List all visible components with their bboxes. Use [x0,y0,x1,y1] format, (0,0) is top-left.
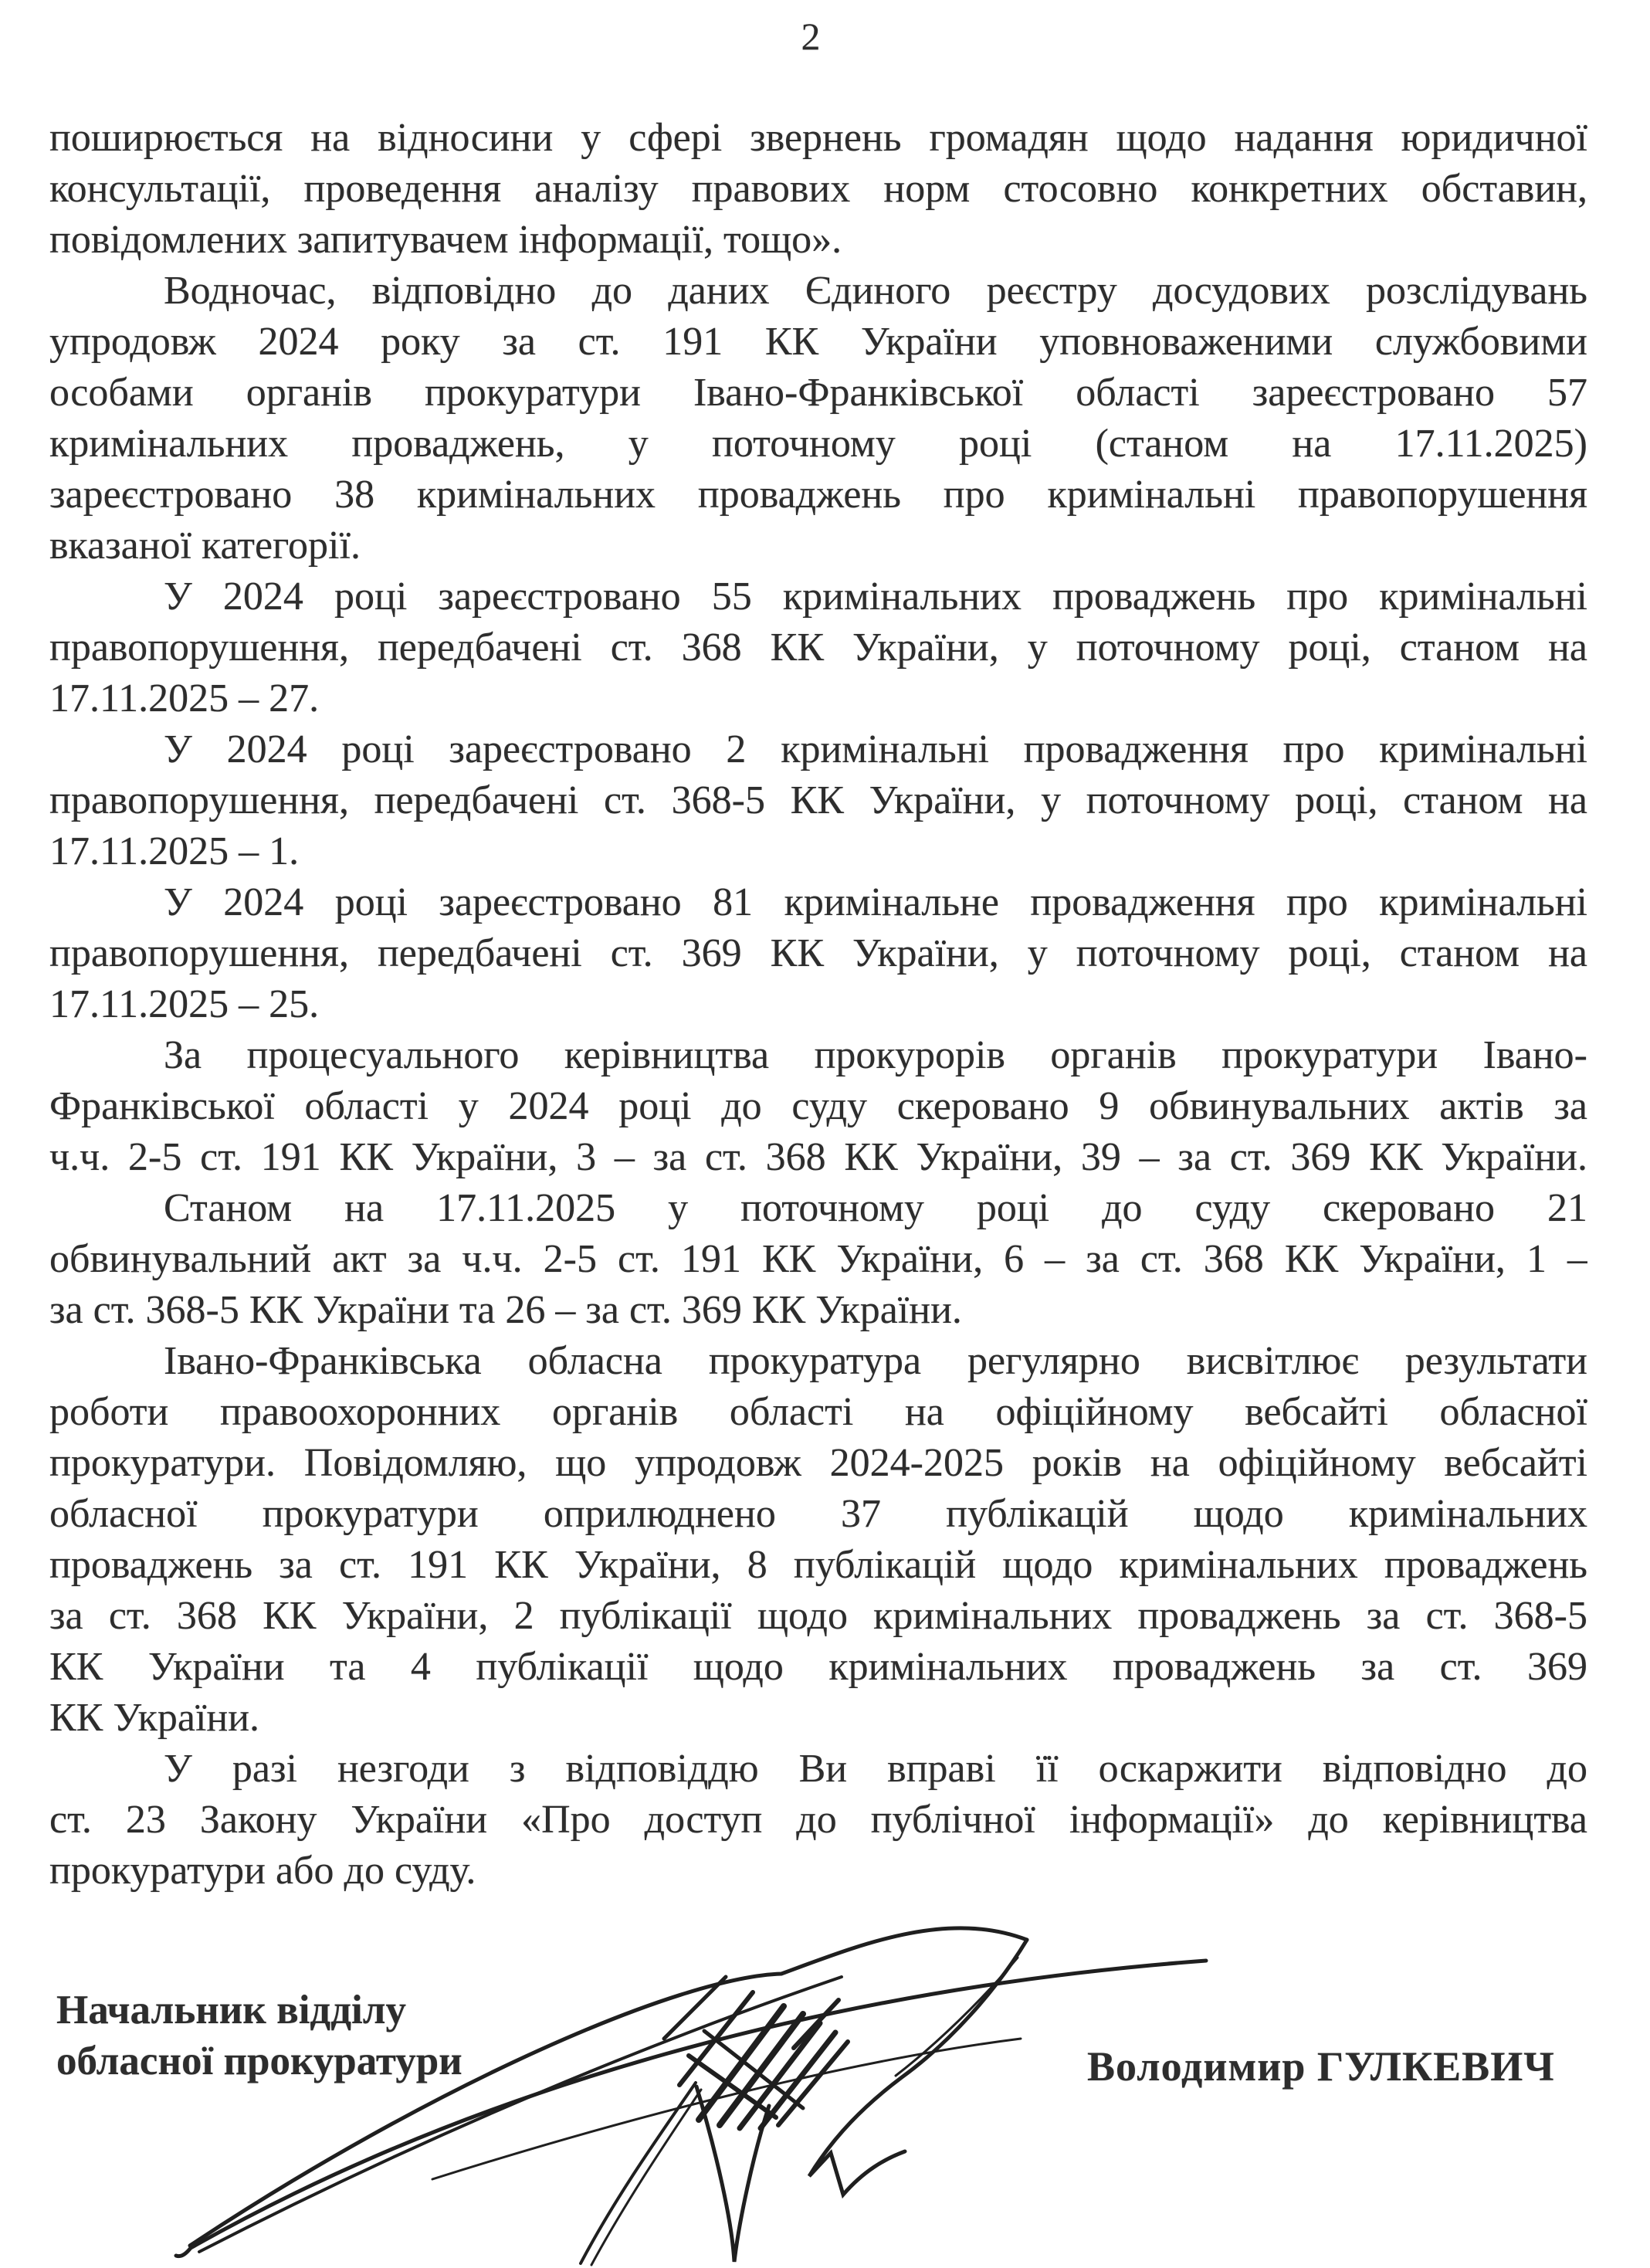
text-line: правопорушення, передбачені ст. 368 КК України, у поточному році, станом на [49,625,1587,670]
text-line: Станом на 17.11.2025 у поточному році до суду скеровано 21 [164,1186,1587,1230]
text-line: У 2024 році зареєстровано 2 кримінальні провадження про кримінальні [164,727,1587,771]
text-line: проваджень за ст. 191 КК України, 8 публікацій щодо кримінальних проваджень [49,1543,1587,1587]
text-line: 17.11.2025 – 1. [49,829,300,873]
text-line: ч.ч. 2-5 ст. 191 КК України, 3 – за ст. 368 КК України, 39 – за ст. 369 КК України. [49,1135,1587,1179]
text-line: вказаної категорії. [49,524,361,568]
text-line: У 2024 році зареєстровано 55 кримінальних проваджень про кримінальні [164,575,1587,619]
text-line: правопорушення, передбачені ст. 369 КК України, у поточному році, станом на [49,931,1587,975]
text-line: за ст. 368-5 КК України та 26 – за ст. 369 КК України. [49,1288,962,1332]
text-line: консультації, проведення аналізу правових норм стосовно конкретних обставин, [49,167,1587,211]
text-line: зареєстровано 38 кримінальних проваджень про кримінальні правопорушення [49,473,1587,517]
text-line: КК України та 4 публікації щодо кримінальних проваджень за ст. 369 [49,1645,1587,1689]
text-line: обвинувальний акт за ч.ч. 2-5 ст. 191 КК України, 6 – за ст. 368 КК України, 1 – [49,1237,1587,1281]
text-line: ст. 23 Закону України «Про доступ до публічної інформації» до керівництва [49,1798,1587,1842]
text-line: 17.11.2025 – 25. [49,982,320,1026]
text-line: поширюється на відносини у сфері звернень громадян щодо надання юридичної [49,116,1587,160]
text-line: КК України. [49,1696,260,1740]
text-line: упродовж 2024 року за ст. 191 КК України уповноваженими службовими [49,320,1587,364]
signer-name: Володимир ГУЛКЕВИЧ [1087,2043,1555,2090]
text-line: За процесуального керівництва прокурорів органів прокуратури Івано- [164,1033,1587,1077]
signer-title-line-1: Начальник відділу [56,1988,407,2032]
text-line: У разі незгоди з відповіддю Ви вправі її оскаржити відповідно до [164,1747,1587,1791]
signer-title-line-2: обласної прокуратури [56,2039,462,2083]
text-line: прокуратури або до суду. [49,1849,476,1893]
text-line: особами органів прокуратури Івано-Франківської області зареєстровано 57 [49,371,1587,415]
text-line: Івано-Франківська обласна прокуратура регулярно висвітлює результати [164,1339,1587,1383]
text-line: кримінальних проваджень, у поточному році (станом на 17.11.2025) [49,422,1587,466]
text-line: 17.11.2025 – 27. [49,676,320,720]
text-line: Франківської області у 2024 році до суду скеровано 9 обвинувальних актів за [49,1084,1587,1128]
body-text [49,113,1587,1897]
text-line: Водночас, відповідно до даних Єдиного реєстру досудових розслідувань [164,269,1587,313]
signer-title [56,1985,462,2087]
text-line: обласної прокуратури оприлюднено 37 публікацій щодо кримінальних [49,1492,1587,1536]
text-line: прокуратури. Повідомляю, що упродовж 2024-2025 років на офіційному вебсайті [49,1441,1587,1485]
text-line: правопорушення, передбачені ст. 368-5 КК України, у поточному році, станом на [49,778,1587,822]
text-line: У 2024 році зареєстровано 81 кримінальне провадження про кримінальні [164,880,1587,924]
text-line: повідомлених запитувачем інформації, тощо». [49,218,842,262]
text-line: за ст. 368 КК України, 2 публікації щодо кримінальних проваджень за ст. 368-5 [49,1594,1587,1638]
page-number: 2 [801,15,821,58]
text-line: роботи правоохоронних органів області на офіційному вебсайті обласної [49,1390,1587,1434]
